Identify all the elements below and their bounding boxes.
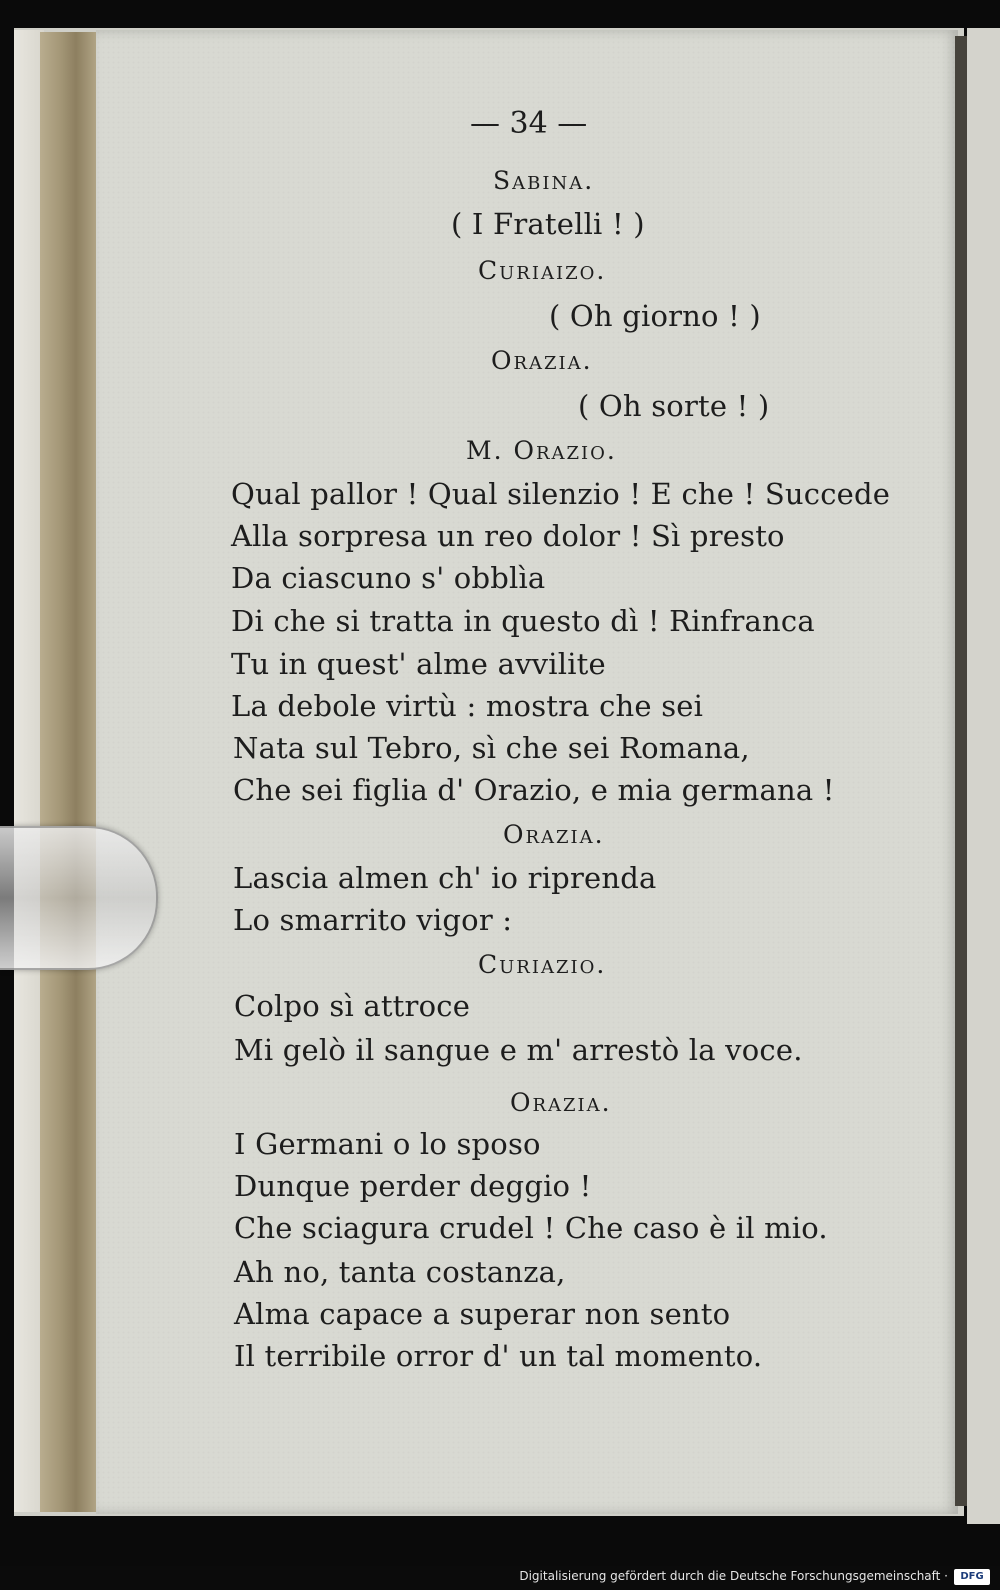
verse-line: Il terribile orror d' un tal momento.: [234, 1339, 763, 1373]
verse-line: Che sei figlia d' Orazio, e mia germana !: [233, 773, 835, 807]
verse-line: Colpo sì attroce: [234, 989, 471, 1023]
footer-credit: Digitalisierung gefördert durch die Deutsche Forschungsgemeinschaft ·: [519, 1569, 948, 1583]
verse-line: ( I Fratelli ! ): [451, 207, 645, 241]
verse-line: Lo smarrito vigor :: [233, 903, 513, 937]
verse-line: La debole virtù : mostra che sei: [231, 689, 704, 723]
verse-line: Mi gelò il sangue e m' arrestò la voce.: [234, 1033, 803, 1067]
speaker-label: Sabina.: [493, 166, 595, 195]
verse-line: I Germani o lo sposo: [234, 1127, 541, 1161]
verse-line: Di che si tratta in questo dì ! Rinfranca: [231, 604, 815, 638]
dfg-logo-icon: DFG: [954, 1569, 990, 1585]
verse-line: Ah no, tanta costanza,: [234, 1255, 566, 1289]
verse-line: ( Oh giorno ! ): [549, 299, 761, 333]
digitization-footer: [0, 1566, 1000, 1590]
speaker-label: M. Orazio.: [466, 436, 617, 465]
verse-line: Alla sorpresa un reo dolor ! Sì presto: [231, 519, 785, 553]
verse-line: Qual pallor ! Qual silenzio ! E che ! Succede: [231, 477, 891, 511]
verse-line: Tu in quest' alme avvilite: [231, 647, 606, 681]
verse-line: Nata sul Tebro, sì che sei Romana,: [233, 731, 750, 765]
speaker-label: Orazia.: [510, 1088, 612, 1117]
verse-line: Dunque perder deggio !: [234, 1169, 592, 1203]
verse-line: ( Oh sorte ! ): [578, 389, 770, 423]
verse-line: Da ciascuno s' obblìa: [231, 561, 546, 595]
verse-line: Lascia almen ch' io riprenda: [233, 861, 657, 895]
verse-line: Che sciagura crudel ! Che caso è il mio.: [234, 1211, 828, 1245]
speaker-label: Curiaizo.: [478, 256, 607, 285]
speaker-label: Curiazio.: [478, 950, 607, 979]
verse-line: Alma capace a superar non sento: [234, 1297, 731, 1331]
speaker-label: Orazia.: [491, 346, 593, 375]
page-number: — 34 —: [470, 106, 588, 141]
speaker-label: Orazia.: [503, 820, 605, 849]
